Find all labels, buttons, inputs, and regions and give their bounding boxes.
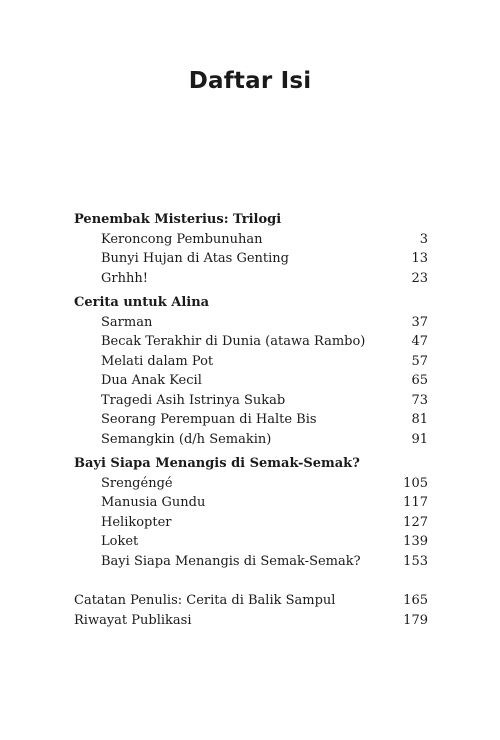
toc-section bbox=[74, 210, 428, 288]
toc-entry bbox=[74, 611, 428, 631]
entry-title: Grhhh! bbox=[101, 270, 148, 286]
section-heading: Penembak Misterius: Trilogi bbox=[74, 212, 282, 227]
toc-entry bbox=[74, 332, 428, 352]
toc-entry bbox=[74, 410, 428, 430]
entry-page-number: 105 bbox=[403, 475, 428, 491]
entry-title: Bunyi Hujan di Atas Genting bbox=[101, 251, 290, 266]
toc-entry bbox=[74, 269, 428, 289]
toc-entry bbox=[74, 371, 428, 391]
entry-title: Helikopter bbox=[101, 514, 172, 530]
entry-page-number: 47 bbox=[411, 334, 428, 349]
entry-title: Dua Anak Kecil bbox=[101, 373, 202, 388]
toc-entry bbox=[74, 532, 428, 552]
entry-page-number: 81 bbox=[411, 412, 428, 427]
toc-appendix bbox=[74, 591, 428, 630]
entry-title: Sarman bbox=[101, 314, 153, 330]
entry-page-number: 37 bbox=[411, 314, 428, 330]
section-heading: Bayi Siapa Menangis di Semak-Semak? bbox=[74, 456, 360, 471]
entry-title: Riwayat Publikasi bbox=[74, 612, 192, 628]
entry-page-number: 65 bbox=[411, 373, 428, 388]
toc-entry bbox=[74, 391, 428, 411]
entry-title: Tragedi Asih Istrinya Sukab bbox=[101, 392, 286, 408]
entry-page-number: 23 bbox=[411, 270, 428, 286]
toc-entry bbox=[74, 513, 428, 533]
entry-page-number: 57 bbox=[411, 353, 428, 369]
entry-page-number: 117 bbox=[403, 495, 428, 510]
section-heading: Cerita untuk Alina bbox=[74, 295, 210, 310]
entry-page-number: 165 bbox=[403, 593, 428, 608]
entry-page-number: 13 bbox=[411, 251, 428, 266]
entry-title: Manusia Gundu bbox=[101, 495, 206, 510]
entry-title: Seorang Perempuan di Halte Bis bbox=[101, 412, 317, 427]
page-title: Daftar Isi bbox=[188, 68, 312, 94]
toc-entry bbox=[74, 249, 428, 269]
entry-page-number: 153 bbox=[403, 553, 428, 569]
entry-page-number: 73 bbox=[411, 392, 428, 408]
toc-entry bbox=[74, 230, 428, 250]
entry-title: Srengéngé bbox=[101, 475, 173, 491]
toc-entry bbox=[74, 313, 428, 333]
entry-title: Catatan Penulis: Cerita di Balik Sampul bbox=[74, 593, 336, 608]
table-of-contents bbox=[74, 210, 428, 630]
entry-page-number: 179 bbox=[403, 612, 428, 628]
entry-title: Melati dalam Pot bbox=[101, 353, 214, 369]
toc-section bbox=[74, 293, 428, 449]
toc-entry bbox=[74, 352, 428, 372]
entry-title: Semangkin (d/h Semakin) bbox=[101, 431, 272, 447]
entry-page-number: 3 bbox=[419, 231, 428, 247]
entry-title: Becak Terakhir di Dunia (atawa Rambo) bbox=[101, 334, 366, 349]
entry-title: Bayi Siapa Menangis di Semak-Semak? bbox=[101, 553, 361, 569]
toc-entry bbox=[74, 493, 428, 513]
toc-entry bbox=[74, 552, 428, 572]
entry-page-number: 127 bbox=[403, 514, 428, 530]
entry-title: Loket bbox=[101, 534, 139, 549]
toc-entry bbox=[74, 430, 428, 450]
toc-section bbox=[74, 454, 428, 571]
toc-entry bbox=[74, 474, 428, 494]
entry-page-number: 91 bbox=[411, 431, 428, 447]
entry-title: Keroncong Pembunuhan bbox=[101, 231, 263, 247]
entry-page-number: 139 bbox=[403, 534, 428, 549]
toc-entry bbox=[74, 591, 428, 611]
